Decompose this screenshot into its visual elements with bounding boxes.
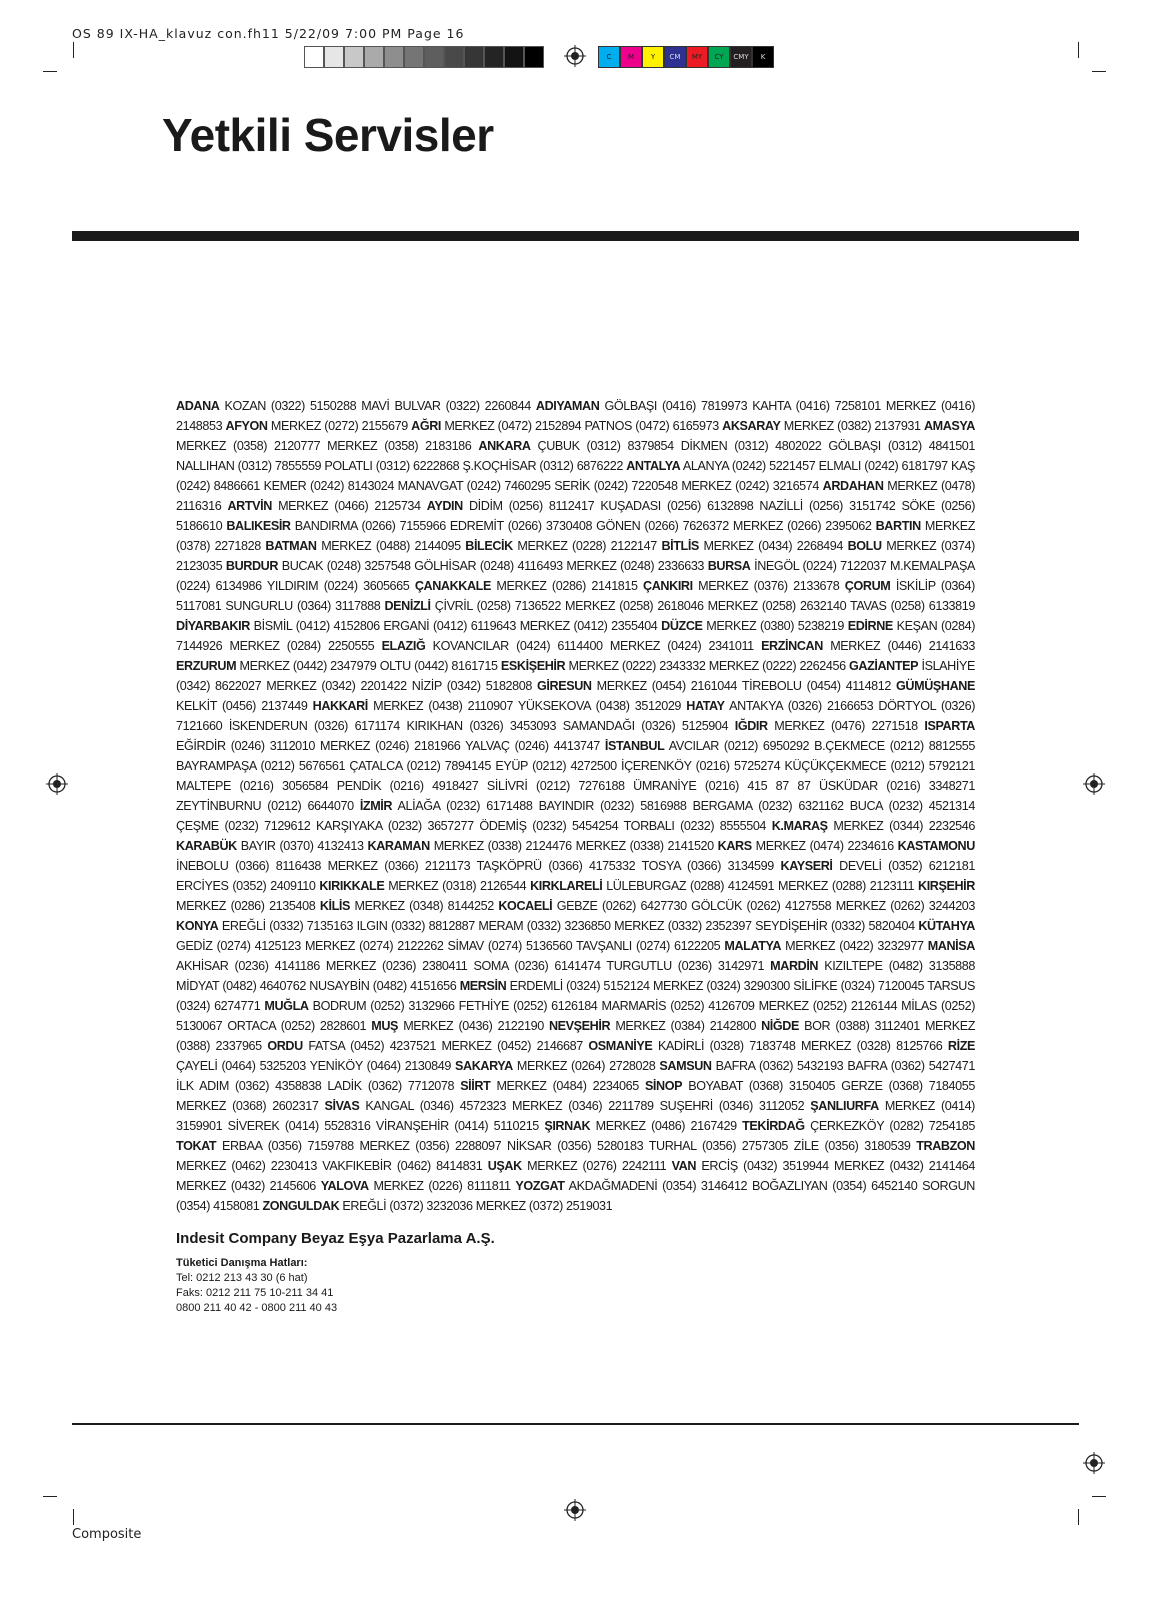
service-locations: MERKEZ (0376) 2133678: [698, 579, 840, 593]
service-locations: MERKEZ (0476) 2271518: [774, 719, 918, 733]
service-locations: BİSMİL (0412) 4152806 ERGANİ (0412) 6119643 MERKEZ (0412) 2355404: [253, 619, 658, 633]
service-locations: EREĞLİ (0372) 3232036 MERKEZ (0372) 2519031: [342, 1199, 613, 1213]
service-locations: KOVANCILAR (0424) 6114400 MERKEZ (0424) 2341011: [432, 639, 754, 653]
service-city: NEVŞEHİR: [548, 1019, 611, 1033]
service-locations: MERKEZ (0264) 2728028: [516, 1059, 656, 1073]
service-locations: MERKEZ (0438) 2110907 YÜKSEKOVA (0438) 3512029: [373, 699, 682, 713]
service-locations: MERKEZ (0454) 2161044 TİREBOLU (0454) 4114812: [596, 679, 891, 693]
registration-mark-icon: [1083, 773, 1105, 795]
service-locations: ERDEMLİ (0324) 5152124 MERKEZ (0324) 3290300 SİLİFKE (0324) 7120045 TARSUS (0324) 6274771: [176, 979, 975, 1013]
service-city: KOCAELİ: [498, 899, 553, 913]
service-locations: KANGAL (0346) 4572323 MERKEZ (0346) 2211789 SUŞEHRİ (0346) 3112052: [365, 1099, 805, 1113]
service-locations: BUCAK (0248) 3257548 GÖLHİSAR (0248) 4116493 MERKEZ (0248) 2336633: [281, 559, 705, 573]
footer-divider: [72, 1423, 1079, 1425]
service-locations: MERKEZ (0446) 2141633: [830, 639, 976, 653]
title-divider: [72, 231, 1079, 241]
grayscale-step: [464, 46, 484, 68]
grayscale-step: [444, 46, 464, 68]
service-city: ŞANLIURFA: [810, 1099, 879, 1113]
service-city: K.MARAŞ: [771, 819, 828, 833]
contact-block: [176, 1256, 337, 1316]
service-locations: MERKEZ (0434) 2268494: [703, 539, 843, 553]
color-patch: C: [598, 46, 620, 68]
service-locations: DİDİM (0256) 8112417 KUŞADASI (0256) 6132898 NAZİLLİ (0256) 3151742 SÖKE (0256) 5186610: [176, 499, 975, 533]
service-locations: GÖLBAŞI (0416) 7819973 KAHTA (0416) 7258101 MERKEZ (0416) 2148853: [176, 399, 975, 433]
service-locations: MERKEZ (0286) 2141815: [496, 579, 638, 593]
service-city: BURDUR: [225, 559, 279, 573]
service-city: ADANA: [176, 399, 220, 413]
service-city: KASTAMONU: [897, 839, 975, 853]
service-locations: ANTAKYA (0326) 2166653 DÖRTYOL (0326) 7121660 İSKENDERUN (0326) 6171174 KIRIKHAN (0326) 3453093 SAMANDAĞI (0326) 5125904: [176, 699, 975, 733]
service-city: KIRIKKALE: [319, 879, 385, 893]
crop-mark: [43, 71, 57, 72]
grayscale-step: [364, 46, 384, 68]
service-locations: MERKEZ (0378) 2271828: [176, 519, 975, 553]
grayscale-step: [344, 46, 364, 68]
grayscale-calibration-strip: [304, 46, 544, 68]
service-locations: MERKEZ (0462) 2230413 VAKFIKEBİR (0462) 8414831: [176, 1159, 483, 1173]
service-city: BİLECİK: [465, 539, 513, 553]
service-locations: MERKEZ (0422) 3232977: [785, 939, 924, 953]
service-locations: FATSA (0452) 4237521 MERKEZ (0452) 2146687: [308, 1039, 583, 1053]
service-locations: EĞİRDİR (0246) 3112010 MERKEZ (0246) 2181966 YALVAÇ (0246) 4413747: [176, 739, 600, 753]
service-locations: İSKİLİP (0364) 5117081 SUNGURLU (0364) 3117888: [176, 579, 975, 613]
service-locations: ALİAĞA (0232) 6171488 BAYINDIR (0232) 5816988 BERGAMA (0232) 6321162 BUCA (0232) 4521314 ÇEŞME (0232) 7129612 KARŞIYAKA (0232) 3657277 ÖDEMİŞ (0232) 5454254 TORBALI (0232) 8555504: [176, 799, 975, 833]
service-locations: MERKEZ (0436) 2122190: [403, 1019, 544, 1033]
service-city: ARTVİN: [227, 499, 272, 513]
service-city: ERZİNCAN: [761, 639, 823, 653]
grayscale-step: [524, 46, 544, 68]
service-city: ARDAHAN: [822, 479, 884, 493]
service-city: MUĞLA: [264, 999, 309, 1013]
service-city: GİRESUN: [537, 679, 592, 693]
service-locations: MERKEZ (0318) 2126544: [388, 879, 527, 893]
service-locations: MERKEZ (0484) 2234065: [496, 1079, 639, 1093]
service-locations: MERKEZ (0338) 2124476 MERKEZ (0338) 2141520: [433, 839, 714, 853]
service-city: KIRKLARELİ: [530, 879, 603, 893]
service-locations: AKHİSAR (0236) 4141186 MERKEZ (0236) 2380411 SOMA (0236) 6141474 TURGUTLU (0236) 3142971: [176, 959, 765, 973]
page-title: Yetkili Servisler: [162, 109, 494, 161]
service-locations: MERKEZ (0228) 2122147: [517, 539, 657, 553]
service-locations: ERBAA (0356) 7159788 MERKEZ (0356) 2288097 NİKSAR (0356) 5280183 TURHAL (0356) 2757305 ZİLE (0356) 3180539: [221, 1139, 911, 1153]
color-patch: CY: [708, 46, 730, 68]
service-city: ISPARTA: [924, 719, 975, 733]
grayscale-step: [304, 46, 324, 68]
service-locations: İNEBOLU (0366) 8116438 MERKEZ (0366) 2121173 TAŞKÖPRÜ (0366) 4175332 TOSYA (0366) 3134599: [176, 859, 774, 873]
service-city: IĞDIR: [734, 719, 768, 733]
service-locations: MERKEZ (0286) 2135408: [176, 899, 316, 913]
grayscale-step: [404, 46, 424, 68]
registration-mark-icon: [46, 773, 68, 795]
service-city: ÇANAKKALE: [414, 579, 491, 593]
service-locations: MERKEZ (0222) 2343332 MERKEZ (0222) 2262456: [568, 659, 846, 673]
service-city: ELAZIĞ: [381, 639, 426, 653]
service-city: DİYARBAKIR: [176, 619, 250, 633]
service-city: GAZİANTEP: [849, 659, 919, 673]
service-city: BURSA: [707, 559, 751, 573]
service-locations: MERKEZ (0488) 2144095: [321, 539, 461, 553]
service-city: AYDIN: [426, 499, 463, 513]
service-city: MERSİN: [459, 979, 507, 993]
grayscale-step: [324, 46, 344, 68]
service-locations: ÇERKEZKÖY (0282) 7254185: [810, 1119, 976, 1133]
registration-mark-icon: [1083, 1452, 1105, 1474]
service-city: ÇORUM: [844, 579, 891, 593]
service-locations: MERKEZ (0344) 2232546: [833, 819, 975, 833]
service-locations: MERKEZ (0472) 2152894 PATNOS (0472) 6165973: [444, 419, 719, 433]
service-city: BOLU: [847, 539, 882, 553]
service-city: İZMİR: [359, 799, 393, 813]
service-city: OSMANİYE: [588, 1039, 653, 1053]
color-patch: Y: [642, 46, 664, 68]
fax-number: Faks: 0212 211 75 10-211 34 41: [176, 1287, 334, 1299]
service-city: SAMSUN: [659, 1059, 712, 1073]
service-city: ESKİŞEHİR: [500, 659, 566, 673]
service-city: ORDU: [267, 1039, 303, 1053]
service-city: AKSARAY: [722, 419, 781, 433]
color-patch: MY: [686, 46, 708, 68]
service-locations: ALANYA (0242) 5221457 ELMALI (0242) 6181797 KAŞ (0242) 8486661 KEMER (0242) 8143024 MANAVGAT (0242) 7460295 SERİK (0242) 7220548 MERKEZ (0242) 3216574: [176, 459, 976, 493]
service-city: RİZE: [947, 1039, 975, 1053]
grayscale-step: [424, 46, 444, 68]
service-city: DÜZCE: [661, 619, 703, 633]
service-city: KARABÜK: [176, 839, 237, 853]
service-locations: MERKEZ (0380) 5238219: [706, 619, 844, 633]
service-city: MANİSA: [927, 939, 975, 953]
service-locations: MERKEZ (0478) 2116316: [176, 479, 975, 513]
print-slug-line: OS 89 IX-HA_klavuz con.fh11 5/22/09 7:00 PM Page 16: [72, 26, 465, 41]
crop-mark: [1092, 71, 1106, 72]
grayscale-step: [484, 46, 504, 68]
service-locations: MERKEZ (0486) 2167429: [595, 1119, 737, 1133]
service-locations: KOZAN (0322) 5150288 MAVİ BULVAR (0322) 2260844: [224, 399, 531, 413]
service-city: KAYSERİ: [780, 859, 833, 873]
crop-mark: [43, 1496, 57, 1497]
crop-mark: [1078, 1509, 1079, 1525]
service-city: EDİRNE: [847, 619, 893, 633]
service-city: YOZGAT: [515, 1179, 565, 1193]
service-locations: MERKEZ (0474) 2234616: [755, 839, 894, 853]
service-city: MALATYA: [724, 939, 782, 953]
service-locations: LÜLEBURGAZ (0288) 4124591 MERKEZ (0288) 2123111: [606, 879, 915, 893]
service-city: HAKKARİ: [312, 699, 368, 713]
grayscale-step: [384, 46, 404, 68]
color-patch: CM: [664, 46, 686, 68]
phone-number: Tel: 0212 213 43 30 (6 hat): [176, 1272, 308, 1284]
service-locations: MERKEZ (0272) 2155679: [270, 419, 408, 433]
color-patch: CMY: [730, 46, 752, 68]
service-locations: DEVELİ (0352) 6212181 ERCİYES (0352) 2409110: [176, 859, 976, 893]
service-city: DENİZLİ: [384, 599, 431, 613]
service-city: BARTIN: [875, 519, 921, 533]
service-city: TRABZON: [916, 1139, 975, 1153]
service-locations: MERKEZ (0384) 2142800: [615, 1019, 756, 1033]
service-city: KIRŞEHİR: [918, 879, 975, 893]
service-city: ZONGULDAK: [262, 1199, 340, 1213]
service-city: KÜTAHYA: [918, 919, 975, 933]
service-locations: AVCILAR (0212) 6950292 B.ÇEKMECE (0212) 8812555 BAYRAMPAŞA (0212) 5676561 ÇATALCA (0212) 7894145 EYÜP (0212) 4272500 İÇERENKÖY (0216) 5725274 KÜÇÜKÇEKMECE (0212) 5792121 MALTEPE (0216) 3056584 PENDİK (0216) 4918427 SİLİVRİ (0212) 7276188 ÜMRANİYE (0216) 415 87 87 ÜSKÜDAR (0216) 3348271 ZEYTİNBURNU (0212) 6644070: [176, 739, 976, 813]
service-city: ŞIRNAK: [544, 1119, 591, 1133]
service-locations: EREĞLİ (0332) 7135163 ILGIN (0332) 8812887 MERAM (0332) 3236850 MERKEZ (0332) 2352397 SEYDİŞEHİR (0332) 5820404: [221, 919, 915, 933]
service-city: KARAMAN: [367, 839, 430, 853]
crop-mark: [73, 1509, 74, 1525]
grayscale-step: [504, 46, 524, 68]
service-locations: MERKEZ (0414) 3159901 SİVEREK (0414) 5528316 VİRANŞEHİR (0414) 5110215: [176, 1099, 975, 1133]
service-city: UŞAK: [487, 1159, 522, 1173]
color-patch: M: [620, 46, 642, 68]
crop-mark: [1092, 1496, 1106, 1497]
service-city: KİLİS: [319, 899, 351, 913]
crop-mark: [73, 42, 74, 58]
service-locations: ÇAYELİ (0464) 5325203 YENİKÖY (0464) 2130849: [176, 1059, 451, 1073]
service-city: SAKARYA: [455, 1059, 513, 1073]
service-city: TOKAT: [176, 1139, 217, 1153]
service-city: AMASYA: [923, 419, 975, 433]
service-locations: MERKEZ (0442) 2347979 OLTU (0442) 8161715: [239, 659, 498, 673]
service-locations: ÇİVRİL (0258) 7136522 MERKEZ (0258) 2618046 MERKEZ (0258) 2632140 TAVAS (0258) 6133819: [434, 599, 975, 613]
service-city: ÇANKIRI: [643, 579, 693, 593]
registration-mark-icon: [564, 1499, 586, 1521]
service-city: ADIYAMAN: [535, 399, 600, 413]
service-locations: GEDİZ (0274) 4125123 MERKEZ (0274) 2122262 SİMAV (0274) 5136560 TAVŞANLI (0274) 6122205: [176, 939, 721, 953]
service-locations: BAYIR (0370) 4132413: [240, 839, 364, 853]
toll-free-numbers: 0800 211 40 42 - 0800 211 40 43: [176, 1302, 338, 1314]
service-locations: BAFRA (0362) 5432193 BAFRA (0362) 5427471 İLK ADIM (0362) 4358838 LADİK (0362) 7712078: [176, 1059, 975, 1093]
company-name: Indesit Company Beyaz Eşya Pazarlama A.Ş.: [176, 1230, 495, 1247]
service-locations: İNEGÖL (0224) 7122037 M.KEMALPAŞA (0224) 6134986 YILDIRIM (0224) 3605665: [176, 559, 975, 593]
service-city: İSTANBUL: [604, 739, 665, 753]
service-city: GÜMÜŞHANE: [896, 679, 975, 693]
service-city: SİİRT: [460, 1079, 491, 1093]
service-city: MARDİN: [770, 959, 819, 973]
service-city: NİĞDE: [761, 1019, 799, 1033]
service-locations: KIZILTEPE (0482) 3135888 MİDYAT (0482) 4640762 NUSAYBİN (0482) 4151656: [176, 959, 975, 993]
service-locations: MERKEZ (0382) 2137931: [783, 419, 921, 433]
color-calibration-bar: [598, 46, 774, 68]
service-city: ANTALYA: [626, 459, 681, 473]
service-city: KARS: [717, 839, 752, 853]
service-locations: BODRUM (0252) 3132966 FETHİYE (0252) 6126184 MARMARİS (0252) 4126709 MERKEZ (0252) 2126144 MİLAS (0252) 5130067 ORTACA (0252) 2828601: [176, 999, 975, 1033]
service-city: HATAY: [686, 699, 725, 713]
service-locations: GEBZE (0262) 6427730 GÖLCÜK (0262) 4127558 MERKEZ (0262) 3244203: [556, 899, 976, 913]
service-city: BATMAN: [265, 539, 317, 553]
service-locations: BANDIRMA (0266) 7155966 EDREMİT (0266) 3730408 GÖNEN (0266) 7626372 MERKEZ (0266) 2395062: [294, 519, 872, 533]
composite-label: Composite: [72, 1527, 142, 1542]
service-city: AFYON: [225, 419, 268, 433]
service-locations: ERCİŞ (0432) 3519944 MERKEZ (0432) 2141464 MERKEZ (0432) 2145606: [176, 1159, 976, 1193]
service-city: SİVAS: [324, 1099, 360, 1113]
service-city: MUŞ: [371, 1019, 399, 1033]
hotline-label: Tüketici Danışma Hatları:: [176, 1257, 308, 1269]
service-city: TEKİRDAĞ: [742, 1119, 805, 1133]
service-locations: MERKEZ (0466) 2125734: [278, 499, 421, 513]
service-city: SİNOP: [644, 1079, 683, 1093]
service-locations: İSLAHİYE (0342) 8622027 MERKEZ (0342) 2201422 NİZİP (0342) 5182808: [176, 659, 975, 693]
service-city: YALOVA: [320, 1179, 369, 1193]
service-city: BİTLİS: [661, 539, 699, 553]
service-locations: BOR (0388) 3112401 MERKEZ (0388) 2337965: [176, 1019, 976, 1053]
service-city: VAN: [671, 1159, 697, 1173]
service-city: ANKARA: [478, 439, 531, 453]
color-patch: K: [752, 46, 774, 68]
service-city: BALIKESİR: [226, 519, 291, 533]
service-locations: MERKEZ (0276) 2242111: [527, 1159, 667, 1173]
service-city: AĞRI: [411, 419, 442, 433]
service-city: ERZURUM: [176, 659, 237, 673]
service-locations: MERKEZ (0348) 8144252: [354, 899, 494, 913]
registration-mark-icon: [564, 45, 586, 67]
service-locations: KELKİT (0456) 2137449: [176, 699, 308, 713]
service-locations: ÇUBUK (0312) 8379854 DİKMEN (0312) 4802022 GÖLBAŞI (0312) 4841501 NALLIHAN (0312) 7855559 POLATLI (0312) 6222868 Ş.KOÇHİSAR (0312) 6876222: [176, 439, 976, 473]
service-locations: BOYABAT (0368) 3150405 GERZE (0368) 7184055 MERKEZ (0368) 2602317: [176, 1079, 975, 1113]
service-locations: AKDAĞMADENİ (0354) 3146412 BOĞAZLIYAN (0354) 6452140 SORGUN (0354) 4158081: [176, 1179, 975, 1213]
authorized-services-list: [176, 396, 975, 1216]
service-locations: MERKEZ (0226) 8111811: [373, 1179, 511, 1193]
service-locations: MERKEZ (0358) 2120777 MERKEZ (0358) 2183186: [176, 439, 472, 453]
service-locations: MERKEZ (0374) 2123035: [176, 539, 975, 573]
service-locations: KADİRLİ (0328) 7183748 MERKEZ (0328) 8125766: [657, 1039, 943, 1053]
crop-mark: [1078, 42, 1079, 58]
service-city: KONYA: [176, 919, 219, 933]
service-locations: KEŞAN (0284) 7144926 MERKEZ (0284) 2250555: [176, 619, 976, 653]
